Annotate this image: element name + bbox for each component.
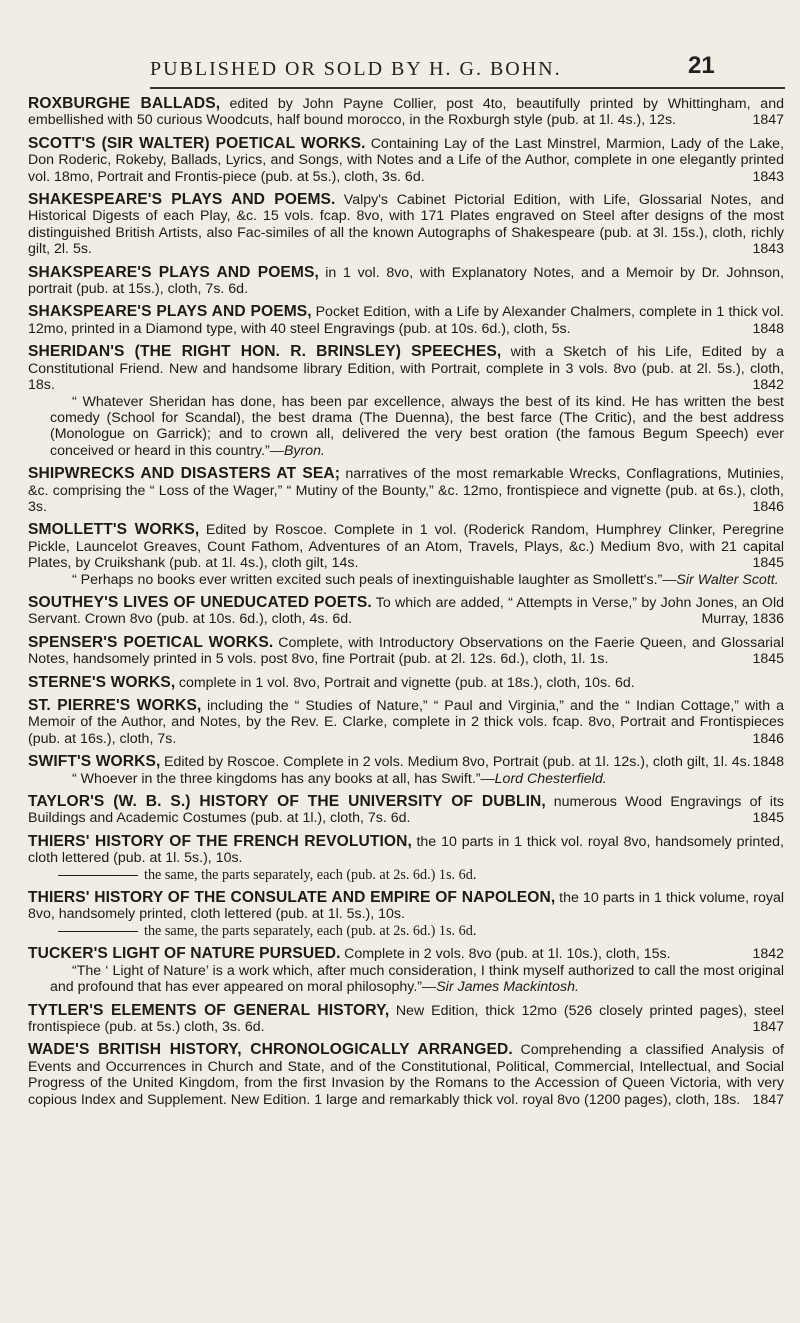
page-header: PUBLISHED OR SOLD BY H. G. BOHN. bbox=[150, 58, 562, 80]
entry-year: 1843 bbox=[752, 241, 784, 258]
entry-year: 1842 bbox=[752, 946, 784, 963]
subitem-text: the same, the parts separately, each (pub. at 2s. 6d.) 1s. 6d. bbox=[144, 922, 477, 939]
catalogue-entry bbox=[28, 946, 784, 995]
entry-year: 1847 bbox=[752, 1018, 784, 1035]
entry-title: STERNE'S WORKS, bbox=[28, 673, 176, 691]
entry-title: THIERS' HISTORY OF THE FRENCH REVOLUTION, bbox=[28, 832, 412, 850]
subitem-text: the same, the parts separately, each (pub. at 2s. 6d.) 1s. 6d. bbox=[144, 866, 477, 883]
catalogue-entry bbox=[28, 1042, 784, 1108]
catalogue-entry bbox=[28, 834, 784, 883]
entry-quote bbox=[50, 572, 784, 588]
quote-attribution: —Lord Chesterfield. bbox=[480, 770, 607, 787]
entry-title: ST. PIERRE'S WORKS, bbox=[28, 697, 202, 714]
entry-title: TYTLER'S ELEMENTS OF GENERAL HISTORY, bbox=[28, 1001, 390, 1019]
entry-year: 1848 bbox=[752, 754, 784, 771]
quote-text: “The ‘ Light of Nature’ is a work which, after much consideration, I think myself authorized to call the most original and profound that has ever appeared on moral philosophy.” bbox=[50, 962, 784, 996]
ditto-rule bbox=[58, 875, 138, 876]
entry-year: 1842 bbox=[752, 377, 784, 394]
entry-description: numerous Wood Engravings of its Buildings and Academic Costumes (pub. at 1l.), cloth, 7s. 6d. bbox=[28, 794, 784, 827]
header-rule bbox=[150, 87, 785, 89]
catalogue-entry bbox=[28, 192, 784, 258]
catalogue-entry bbox=[28, 794, 784, 827]
quote-attribution: —Sir James Mackintosh. bbox=[422, 979, 579, 996]
catalogue-entry bbox=[28, 466, 784, 515]
entry-description: To which are added, “ Attempts in Verse,” by John Jones, an Old Servant. Crown 8vo (pub. at 10s. 6d.), cloth, 4s. 6d. bbox=[28, 594, 785, 628]
entry-title: SHIPWRECKS AND DISASTERS AT SEA; bbox=[28, 465, 341, 483]
entry-description: Edited by Roscoe. Complete in 1 vol. (Roderick Random, Humphrey Clinker, Peregrine Pickle, Launcelot Greaves, Count Fathom, Adventures of an Atom, Travels, Plays, &c.) Medium 8vo, with 21 capital Plates, by Cruikshank (pub. at 1l. 4s.), cloth gilt, 14s. bbox=[28, 522, 785, 572]
entry-description: including the “ Studies of Nature,” “ Paul and Virginia,” and the “ Indian Cottage,” with a Memoir of the Author, and Notes, by the Rev. E. Clarke, complete in 2 thick vols. fcap. 8vo, Portrait and Frontispieces (pub. at 16s.), cloth, 7s. bbox=[28, 698, 784, 747]
catalogue-entry bbox=[28, 635, 784, 668]
entry-title: SMOLLETT'S WORKS, bbox=[28, 521, 200, 539]
entry-title: SCOTT'S (SIR WALTER) POETICAL WORKS. bbox=[28, 134, 366, 152]
entry-year: 1845 bbox=[752, 810, 784, 827]
quote-text: “ Whatever Sheridan has done, has been par excellence, always the best of its kind. He has written the best comedy (School for Scandal), the best drama (The Duenna), the best farce (The Critic), and the best address (Monologue on Garrick); and to crown all, delivered the very best oration (the famous Begum Speech) ever conceived or heard in this country.” bbox=[50, 393, 784, 459]
entry-quote bbox=[50, 963, 784, 996]
catalogue-entry bbox=[28, 522, 784, 588]
entry-description: Containing Lay of the Last Minstrel, Marmion, Lady of the Lake, Don Roderic, Rokeby, Ballads, Lyrics, and Songs, with Notes and a Life of the Author, complete in one elegantly printed vol. 18mo, Portrait and Frontis-piece (pub. at 5s.), cloth, 3s. 6d. bbox=[28, 135, 785, 185]
entry-title: SOUTHEY'S LIVES OF UNEDUCATED POETS. bbox=[28, 593, 372, 611]
entry-title: TUCKER'S LIGHT OF NATURE PURSUED. bbox=[28, 945, 341, 963]
entry-title: WADE'S BRITISH HISTORY, CHRONOLOGICALLY ARRANGED. bbox=[28, 1041, 513, 1059]
catalogue-entry bbox=[28, 675, 784, 691]
entry-year: 1845 bbox=[752, 651, 784, 668]
quote-attribution: —Byron. bbox=[269, 442, 325, 459]
entry-title: SWIFT'S WORKS, bbox=[28, 753, 161, 771]
entry-description: Valpy's Cabinet Pictorial Edition, with Life, Glossarial Notes, and Historical Digests of each Play, &c. 15 vols. fcap. 8vo, with 171 Plates engraved on Steel after designs of the most distinguished British Artists, also Fac-similes of all the known Autographs of Shakespeare (pub. at 3l. 15s.), cloth, richly gilt, 2l. 5s. bbox=[28, 192, 784, 258]
catalogue-entry bbox=[28, 344, 784, 459]
page-number: 21 bbox=[688, 52, 715, 79]
entry-description: the 10 parts in 1 thick vol. royal 8vo, handsomely printed, cloth lettered (pub. at 1l. 5s.), 10s. bbox=[28, 833, 784, 867]
entry-description: complete in 1 vol. 8vo, Portrait and vignette (pub. at 18s.), cloth, 10s. 6d. bbox=[178, 674, 635, 691]
entry-year: 1847 bbox=[752, 112, 784, 129]
catalogue-entry bbox=[28, 304, 784, 337]
entry-year: 1846 bbox=[752, 498, 784, 515]
ditto-rule bbox=[58, 931, 138, 932]
entry-subitem bbox=[50, 867, 784, 883]
entry-description: New Edition, thick 12mo (526 closely printed pages), steel frontispiece (pub. at 5s.) cloth, 3s. 6d. bbox=[28, 1002, 784, 1035]
entry-quote bbox=[50, 771, 784, 787]
entry-year: Murray, 1836 bbox=[701, 611, 784, 628]
catalogue-entries bbox=[28, 96, 784, 1115]
catalogue-entry bbox=[28, 1003, 784, 1036]
entry-title: SHAKSPEARE'S PLAYS AND POEMS, bbox=[28, 303, 312, 321]
catalogue-entry bbox=[28, 136, 784, 185]
entry-year: 1846 bbox=[752, 730, 784, 747]
entry-year: 1847 bbox=[752, 1091, 784, 1108]
entry-description: Pocket Edition, with a Life by Alexander Chalmers, complete in 1 thick vol. 12mo, printed in a Diamond type, with 40 steel Engravings (pub. at 10s. 6d.), cloth, 5s. bbox=[28, 304, 784, 337]
entry-quote bbox=[50, 394, 784, 460]
entry-year: 1848 bbox=[752, 320, 784, 337]
catalogue-entry bbox=[28, 890, 784, 939]
entry-description: in 1 vol. 8vo, with Explanatory Notes, and a Memoir by Dr. Johnson, portrait (pub. at 15s.), cloth, 7s. 6d. bbox=[28, 264, 785, 298]
entry-description: Edited by Roscoe. Complete in 2 vols. Medium 8vo, Portrait (pub. at 1l. 12s.), cloth gilt, 1l. 4s. bbox=[164, 754, 751, 771]
entry-title: SHAKSPEARE'S PLAYS AND POEMS, bbox=[28, 263, 319, 281]
entry-year: 1843 bbox=[752, 168, 784, 185]
entry-title: ROXBURGHE BALLADS, bbox=[28, 95, 221, 112]
entry-description: narratives of the most remarkable Wrecks, Conflagrations, Mutinies, &c. comprising the “ Loss of the Wager,” “ Mutiny of the Bounty,” &c. 12mo, frontispiece and vignette (pub. at 6s.), cloth, 3s. bbox=[28, 466, 784, 515]
entry-title: SHERIDAN'S (THE RIGHT HON. R. BRINSLEY) SPEECHES, bbox=[28, 343, 502, 361]
entry-description: the 10 parts in 1 thick volume, royal 8vo, handsomely printed, cloth lettered (pub. at 1l. 5s.), 10s. bbox=[28, 890, 784, 923]
entry-description: Complete, with Introductory Observations on the Faerie Queen, and Glossarial Notes, handsomely printed in 5 vols. post 8vo, fine Portrait (pub. at 2l. 12s. 6d.), cloth, 1l. 1s. bbox=[28, 634, 784, 668]
quote-text: “ Perhaps no books ever written excited such peals of inextinguishable laughter as Smollett's.” bbox=[72, 571, 663, 588]
entry-title: SHAKESPEARE'S PLAYS AND POEMS. bbox=[28, 191, 336, 209]
entry-year: 1845 bbox=[752, 555, 784, 572]
entry-description: with a Sketch of his Life, Edited by a Constitutional Friend. New and handsome library Edition, with Portrait, complete in 3 vols. 8vo (pub. at 2l. 5s.), cloth, 18s. bbox=[28, 344, 784, 394]
catalogue-entry bbox=[28, 265, 784, 298]
entry-title: THIERS' HISTORY OF THE CONSULATE AND EMPIRE OF NAPOLEON, bbox=[28, 889, 556, 907]
quote-text: “ Whoever in the three kingdoms has any books at all, has Swift.” bbox=[72, 770, 481, 787]
entry-title: SPENSER'S POETICAL WORKS. bbox=[28, 633, 274, 651]
quote-attribution: —Sir Walter Scott. bbox=[662, 571, 779, 588]
entry-description: Comprehending a classified Analysis of Events and Occurrences in Church and State, and of the Constitutional, Political, Commercial, Intellectual, and Social Progress of the United Kingdom, from the first Invasion by the Romans to the Accession of Queen Victoria, with very copious Index and Supplement. New Edition. 1 large and remarkably thick vol. royal 8vo (1200 pages), cloth, 18s. bbox=[28, 1042, 784, 1108]
catalogue-entry bbox=[28, 595, 784, 628]
catalogue-entry bbox=[28, 698, 784, 747]
catalogue-entry bbox=[28, 754, 784, 787]
entry-description: edited by John Payne Collier, post 4to, beautifully printed by Whittingham, and embellished with 50 curious Woodcuts, half bound morocco, in the Roxburgh style (pub. at 1l. 4s.), 12s. bbox=[28, 96, 784, 129]
catalogue-entry bbox=[28, 96, 784, 129]
entry-description: Complete in 2 vols. 8vo (pub. at 1l. 10s.), cloth, 15s. bbox=[344, 946, 671, 963]
entry-subitem bbox=[50, 923, 784, 939]
entry-title: TAYLOR'S (W. B. S.) HISTORY OF THE UNIVERSITY OF DUBLIN, bbox=[28, 793, 546, 811]
